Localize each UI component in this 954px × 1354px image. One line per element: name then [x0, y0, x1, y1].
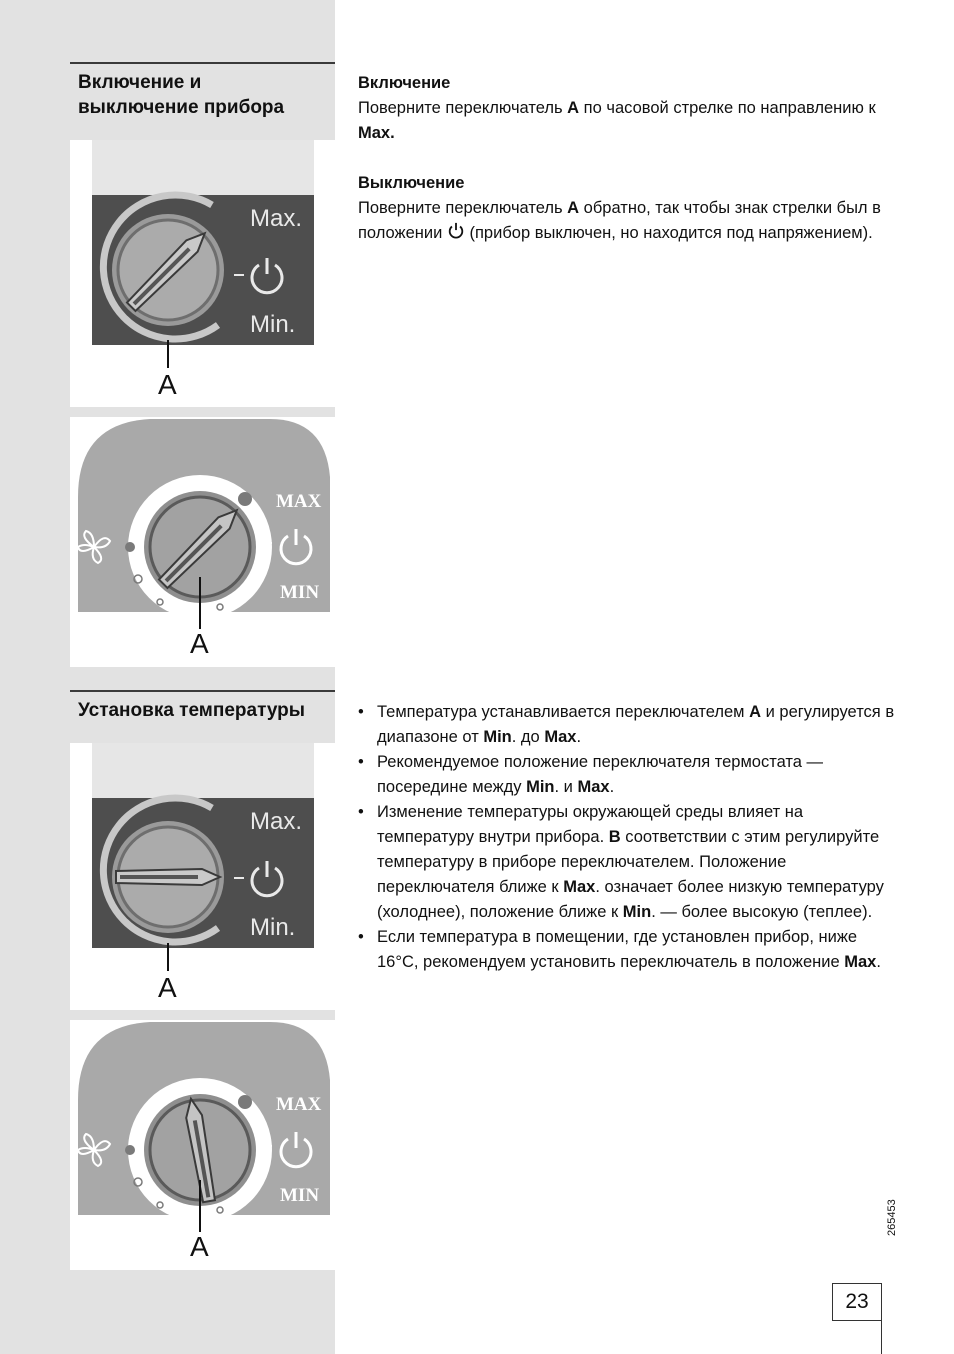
on-paragraph: Поверните переключатель A по часовой стрелке по направлению к Max.	[358, 99, 876, 142]
max-label: MAX	[276, 491, 322, 512]
max-label: Max.	[250, 205, 303, 232]
pointer-label-a: A	[190, 1231, 209, 1262]
page-number-rule	[881, 1321, 882, 1354]
max-label: Max.	[250, 808, 303, 835]
bullet-item: • Если температура в помещении, где установлен прибор, ниже 16°C, рекомендуем установить переключатель в положение Max.	[358, 925, 898, 975]
bullet-item: • Рекомендуемое положение переключателя термостата — посередине между Min. и Max.	[358, 750, 898, 800]
power-instructions	[358, 71, 898, 246]
dial-knob	[112, 214, 224, 326]
bullet-item: • Температура устанавливается переключателем A и регулируется в диапазоне от Min. до Max.	[358, 700, 898, 750]
page-number: 23	[832, 1283, 882, 1321]
pointer-label-a: A	[158, 972, 177, 1003]
figure-dial-power-1	[70, 140, 335, 407]
section-title-temperature: Установка температуры	[70, 690, 335, 743]
pointer-label-a: A	[190, 628, 209, 659]
figure-dial-temp-2	[70, 1020, 335, 1270]
figure-dial-temp-1	[70, 743, 335, 1010]
min-label: Min.	[250, 914, 296, 941]
max-label: MAX	[276, 1094, 322, 1115]
pointer-label-a: A	[158, 369, 177, 400]
bullet-item: • Изменение температуры окружающей среды влияет на температуру внутри прибора. В соответствии с этим регулируйте температуру в приборе переключателем. Положение переключателя ближе к Max. означает более низкую температуру (холоднее), положение ближе к Min. — более высокую (теплее).	[358, 800, 898, 925]
figure-dial-power-2	[70, 417, 335, 667]
dial-knob	[112, 821, 224, 933]
section-title-power: Включение и выключение прибора	[70, 62, 335, 140]
min-label: Min.	[250, 311, 296, 338]
min-label: MIN	[280, 1185, 320, 1206]
document-code: 265453	[886, 1199, 898, 1236]
min-label: MIN	[280, 582, 320, 603]
power-symbol-icon	[447, 222, 465, 240]
on-heading: Включение	[358, 74, 451, 92]
off-heading: Выключение	[358, 174, 465, 192]
temperature-instructions	[358, 700, 898, 975]
off-paragraph: Поверните переключатель A обратно, так чтобы знак стрелки был в положении (прибор выключен, но находится под напряжением).	[358, 199, 881, 242]
